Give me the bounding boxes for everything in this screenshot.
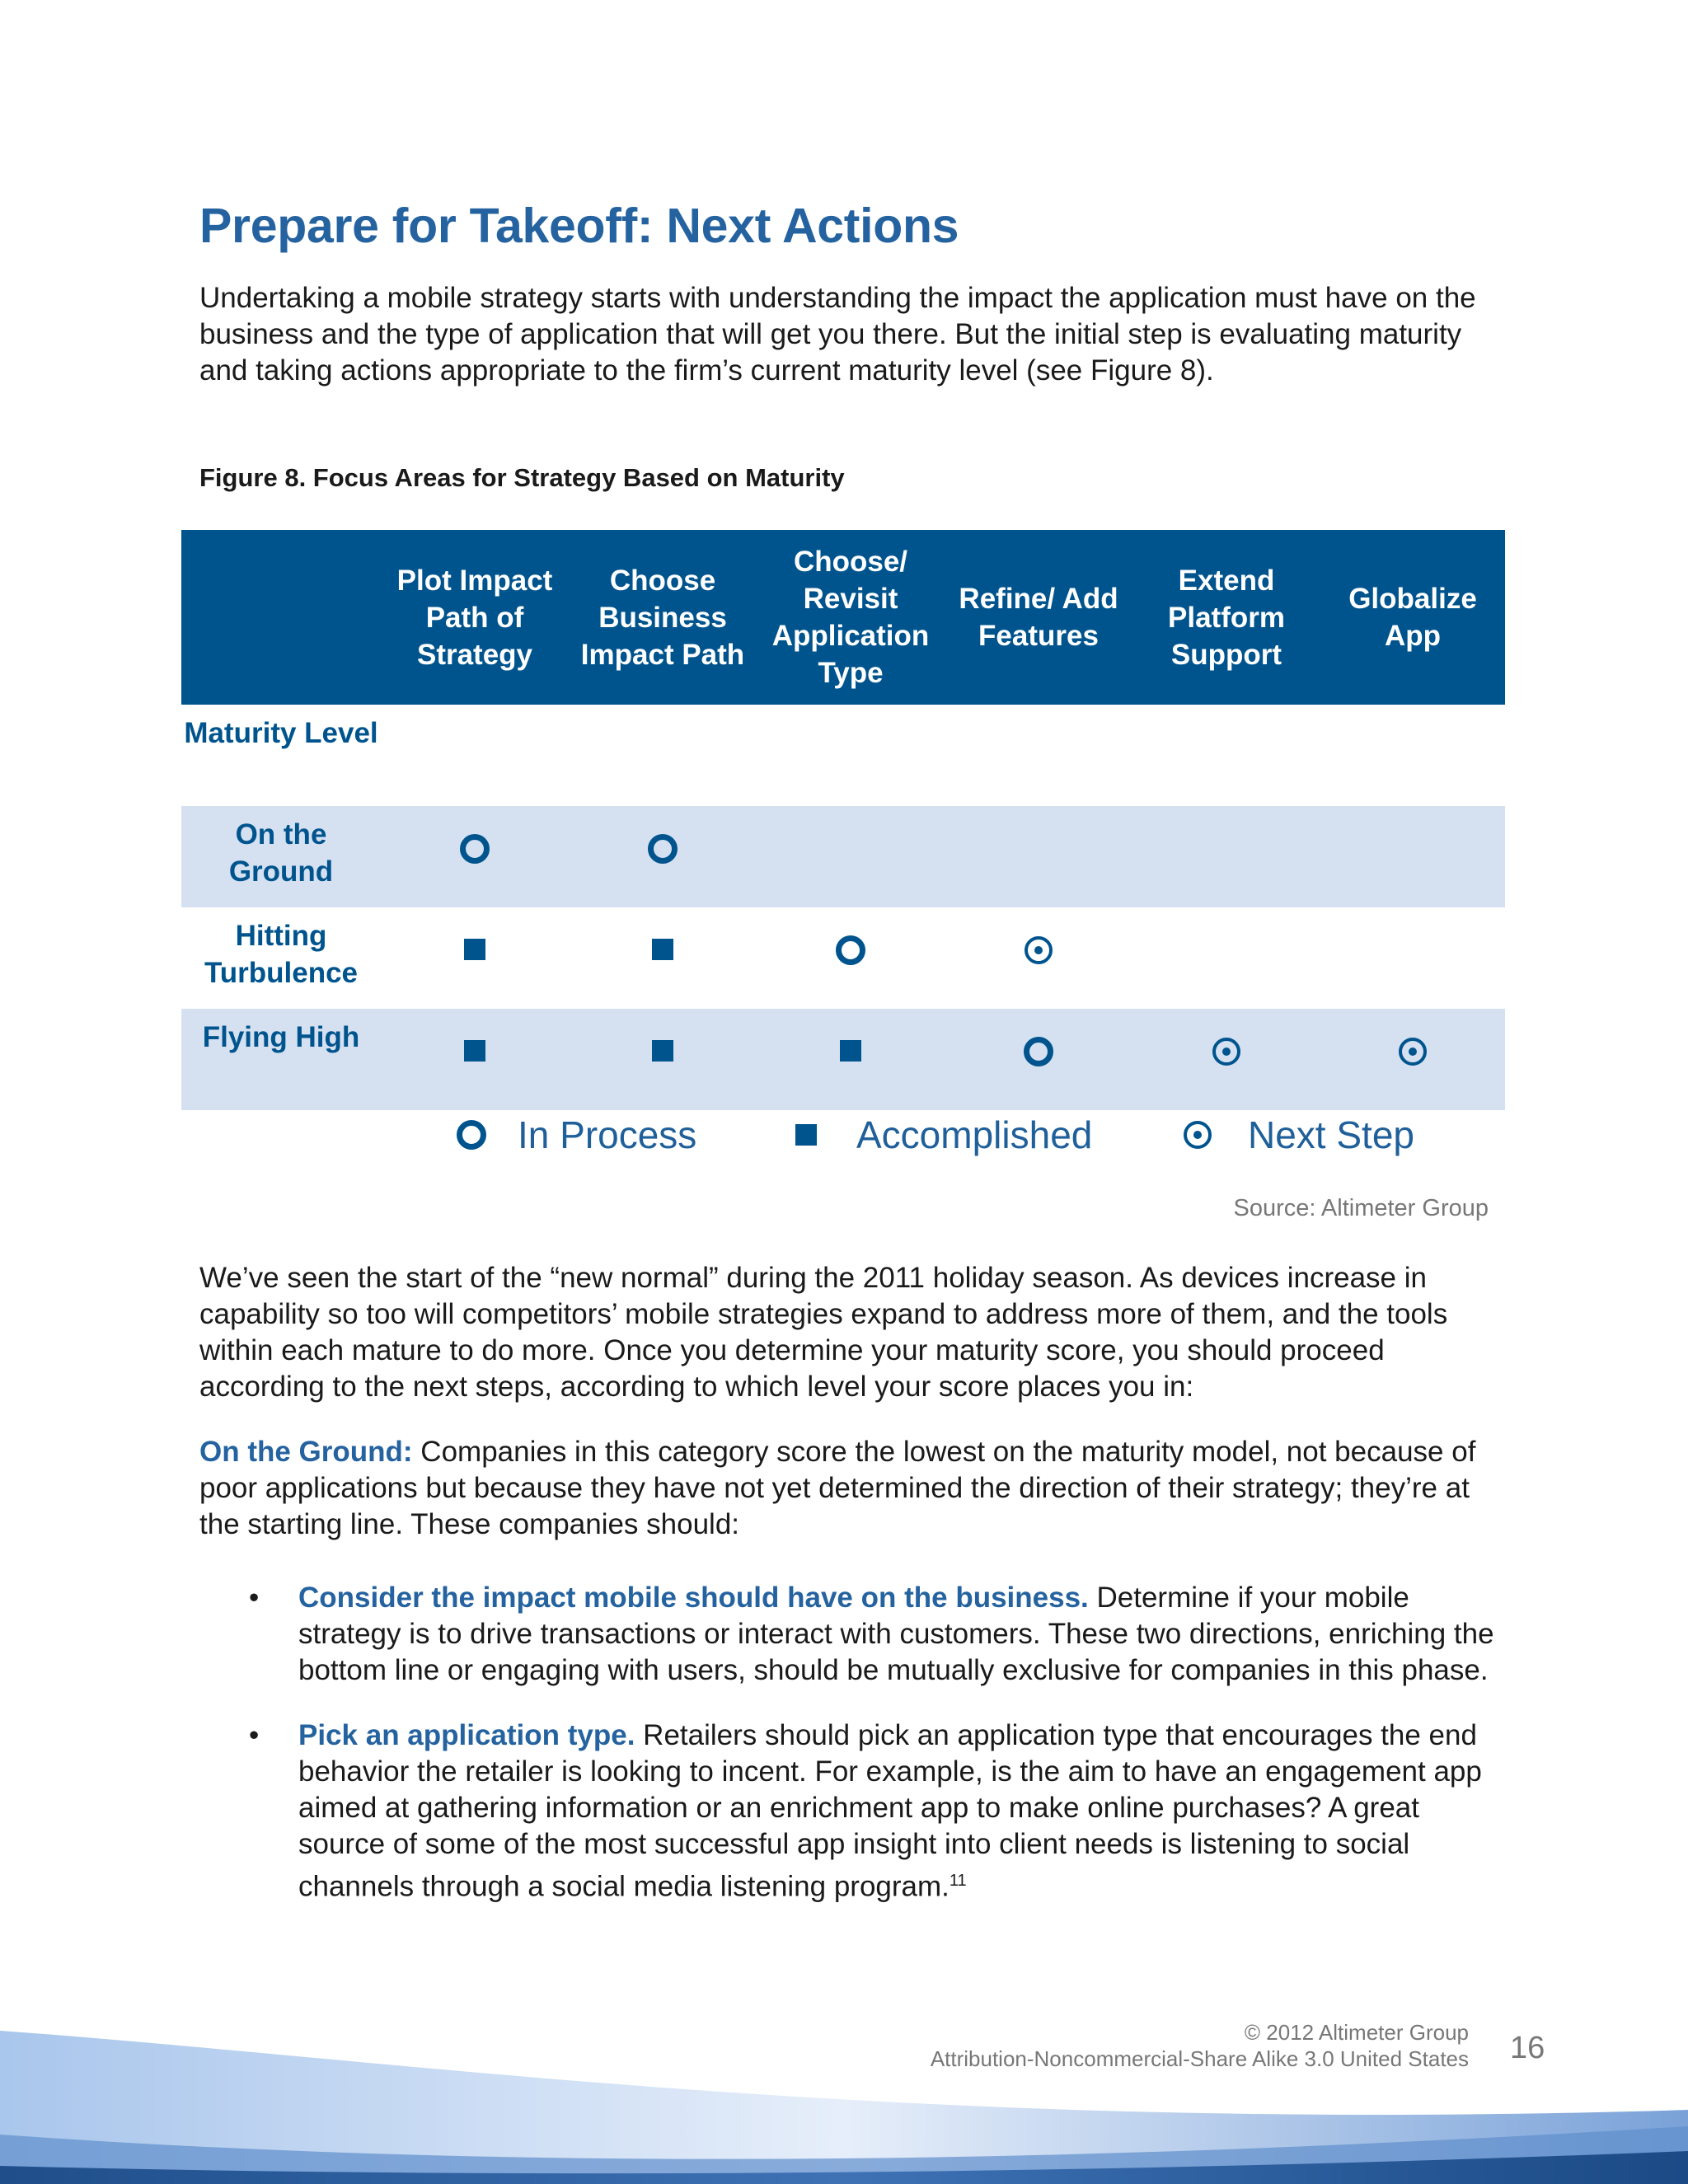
table-cell	[381, 806, 569, 907]
row-label: Flying High	[202, 1021, 360, 1053]
legend-next-step	[1184, 1113, 1414, 1157]
intro-paragraph: Undertaking a mobile strategy starts with understanding the impact the application must have on the business and the type of application that will get you there. But the initial step is evaluating maturity and taking actions appropriate to the firm’s current maturity level (see Figure 8).	[199, 282, 1476, 387]
action-list	[199, 1580, 1510, 1934]
table-cell	[1320, 1009, 1505, 1110]
legend-label: In Process	[518, 1113, 697, 1156]
in-process-icon	[457, 1120, 486, 1150]
accomplished-icon	[652, 939, 673, 960]
body-paragraph: We’ve seen the start of the “new normal” during the 2011 holiday season. As devices increase in capability so too will competitors’ mobile strategies expand to address more of them, and the tools within each mature to do more. Once you determine your maturity score, you should proceed according to the next steps, according to which level your score places you in:	[199, 1262, 1448, 1403]
list-item	[199, 1580, 1510, 1689]
accomplished-icon	[795, 1124, 817, 1146]
bullet-text: Retailers should pick an application type that encourages the end behavior the retailer is looking to incent. For example, is the aim to have an engagement app aimed at gathering information or an enrichment app to make online purchases? A great source of some of the most successful app insight into client needs is listening to social channels through a social media listening program.	[298, 1719, 1482, 1903]
figure-caption: Figure 8. Focus Areas for Strategy Based on Maturity	[199, 463, 845, 492]
table-cell	[945, 1009, 1132, 1110]
maturity-table	[181, 530, 1505, 1110]
footnote-ref: 11	[949, 1872, 967, 1890]
column-header: Choose/ Revisit Application Type	[771, 546, 930, 689]
maturity-level-label: Maturity Level	[184, 717, 378, 749]
copyright-text: © 2012 Altimeter Group	[1244, 2020, 1469, 2045]
table-row	[181, 1009, 1505, 1110]
table-cell	[1320, 907, 1505, 1009]
accomplished-icon	[464, 1040, 485, 1062]
in-process-icon	[648, 834, 678, 864]
page-title: Prepare for Takeoff: Next Actions	[199, 199, 959, 253]
column-header: Extend Platform Support	[1168, 564, 1285, 671]
license-text: Attribution-Noncommercial-Share Alike 3.0 United States	[930, 2046, 1469, 2071]
table-cell	[757, 1009, 945, 1110]
table-cell	[1132, 1009, 1320, 1110]
row-label: Hitting Turbulence	[204, 920, 359, 989]
next-step-icon	[1399, 1038, 1427, 1066]
next-step-icon	[1212, 1038, 1240, 1066]
section-text: Companies in this category score the lowest on the maturity model, not because of poor applications but because they have not yet determined the direction of their strategy; they’re at the starting line. These companies should:	[199, 1436, 1476, 1540]
in-process-icon	[836, 935, 865, 965]
section-term: On the Ground:	[199, 1436, 413, 1468]
legend-label: Next Step	[1248, 1113, 1414, 1156]
next-step-icon	[1184, 1121, 1212, 1149]
table-row	[181, 806, 1505, 907]
accomplished-icon	[840, 1040, 861, 1062]
figure-source: Source: Altimeter Group	[1233, 1195, 1489, 1221]
header-corner	[181, 530, 381, 705]
bullet-term: Consider the impact mobile should have on the business.	[298, 1582, 1089, 1614]
table-cell	[569, 1009, 757, 1110]
row-label: On the Ground	[228, 818, 334, 888]
next-step-icon	[1025, 936, 1053, 964]
column-header: Refine/ Add Features	[959, 583, 1118, 652]
accomplished-icon	[464, 939, 485, 960]
bullet-icon: •	[249, 1582, 260, 1614]
bullet-icon: •	[249, 1719, 260, 1751]
maturity-level-row	[181, 705, 1505, 806]
table-cell	[1132, 806, 1320, 907]
table-cell	[757, 806, 945, 907]
column-header: Globalize App	[1348, 583, 1477, 652]
table-cell	[1320, 806, 1505, 907]
legend-accomplished	[795, 1113, 1092, 1157]
list-item	[199, 1718, 1510, 1905]
in-process-icon	[1024, 1037, 1053, 1066]
accomplished-icon	[652, 1040, 673, 1062]
legend-label: Accomplished	[856, 1113, 1093, 1156]
table-cell	[945, 907, 1132, 1009]
table-cell	[569, 907, 757, 1009]
legend-in-process	[457, 1113, 696, 1157]
table-header	[181, 530, 1505, 705]
in-process-icon	[460, 834, 490, 864]
page-number: 16	[1510, 2031, 1545, 2065]
table-cell	[381, 907, 569, 1009]
table-cell	[1132, 907, 1320, 1009]
table-cell	[945, 806, 1132, 907]
bullet-text: Determine if your mobile strategy is to drive transactions or interact with customers. These two directions, enriching the bottom line or engaging with users, should be mutually exclusive for companies in this phase.	[298, 1582, 1494, 1686]
table-cell	[381, 1009, 569, 1110]
column-header: Choose Business Impact Path	[580, 564, 745, 671]
table-row	[181, 907, 1505, 1009]
table-cell	[757, 907, 945, 1009]
bullet-term: Pick an application type.	[298, 1719, 635, 1751]
copyright	[931, 2019, 1469, 2072]
table-cell	[569, 806, 757, 907]
column-header: Plot Impact Path of Strategy	[396, 564, 553, 671]
on-the-ground-paragraph	[199, 1434, 1502, 1543]
